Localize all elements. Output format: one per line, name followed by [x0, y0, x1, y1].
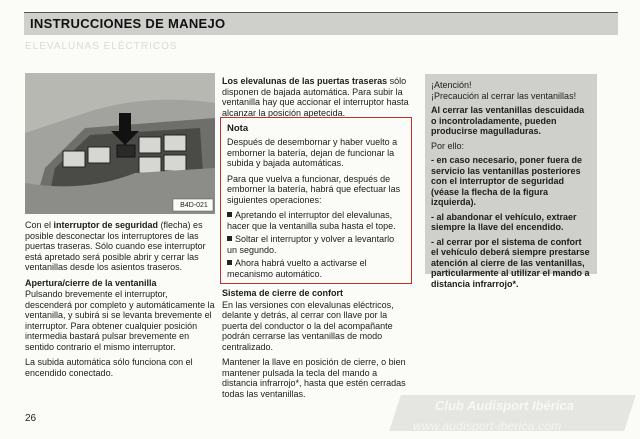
header-bar [24, 12, 618, 35]
watermark-url: www.audisport-iberica.com [413, 419, 562, 433]
left-intro: Con el interruptor de seguridad (flecha) es posible desconectar los interruptores de las puertas traseras. Sólo cuando ese interruptor está apretado será posible abrir y cerrar las ventanillas desde los asientos traseros. [25, 220, 206, 272]
warning-title: ¡Atención! [431, 80, 472, 90]
note-para2: Para que vuelva a funcionar, después de emborner la batería, habrá que efectuar las siguientes operaciones: [227, 173, 401, 205]
bullet-square-icon [227, 236, 232, 241]
left-para2: La subida automática sólo funciona con el encendido conectado. [25, 357, 193, 378]
middle-intro: Los elevalunas de las puertas traseras sólo disponen de bajada automática. Para subir la ventanilla hay que accionar el interruptor hasta alcanzar la posición apetecida. [222, 76, 409, 118]
photo-label: B4D-021 [180, 202, 208, 209]
warning-line3: Por ello: [431, 140, 465, 151]
note-title: Nota [227, 123, 249, 134]
warning-line2: Al cerrar las ventanillas descuidada o incontroladamente, pueden producirse magulladuras. [431, 105, 585, 136]
note-box [220, 117, 412, 284]
note-para1: Después de desembornar y haber vuelto a emborner la batería, dejan de funcionar la subida y bajada automáticas. [227, 137, 398, 168]
middle-para1: En las versiones con elevalunas eléctricos, delante y detrás, al cerrar con llave por la puerta del conductor o la del acompañante podrán cerrarse las ventanillas de modo centralizado. [222, 299, 394, 352]
warning-item1: - en caso necesario, poner fuera de servicio las ventanillas posteriores con el interruptor de seguridad (véase la flecha de la figura izquierda). [431, 155, 583, 207]
bullet-square-icon [227, 212, 232, 217]
note-step: Soltar el interruptor y volver a levantarlo un segundo. [227, 234, 395, 255]
section-heading-apertura: Apertura/cierre de la ventanilla [25, 277, 157, 288]
note-step: Ahora habrá vuelto a activarse el mecanismo automático. [227, 258, 367, 279]
bullet-square-icon [227, 260, 232, 265]
warning-box [425, 74, 597, 289]
page-title: INSTRUCCIONES DE MANEJO [30, 16, 226, 31]
middle-para2: Mantener la llave en posición de cierre, o bien mantener pulsada la tecla del mando a distancia infrarrojo*, hasta que estén cerradas todas las ventanillas. [222, 357, 406, 399]
note-step: Apretando el interruptor del elevalunas, hacer que la ventanilla suba hasta el tope. [227, 210, 396, 231]
page-number: 26 [25, 413, 37, 424]
left-para1: Pulsando brevemente el interruptor, descenderá por completo y automáticamente la ventanilla, y subirá si se levanta brevemente el interruptor. Para obtener cualquier posición intermedia bastará pulsar brevemente en sentido contrario el mismo interruptor. [25, 289, 215, 352]
left-column [25, 220, 215, 383]
ghost-heading: ELEVALUNAS ELÉCTRICOS [25, 41, 178, 52]
switch-photo [25, 73, 215, 214]
warning-line1: ¡Precaución al cerrar las ventanillas! [431, 90, 577, 101]
watermark-title: Club Audisport Ibérica [435, 398, 574, 413]
middle-lower [222, 288, 414, 404]
warning-item2: - al abandonar el vehículo, extraer siempre la llave del encendido. [431, 211, 577, 232]
warning-item3: - al cerrar por el sistema de confort el vehículo deberá siempre prestarse atención al cierre de las ventanillas, particularmente al utilizar el mando a distancia infrarrojo*. [431, 236, 590, 289]
section-heading-confort: Sistema de cierre de confort [222, 288, 344, 298]
